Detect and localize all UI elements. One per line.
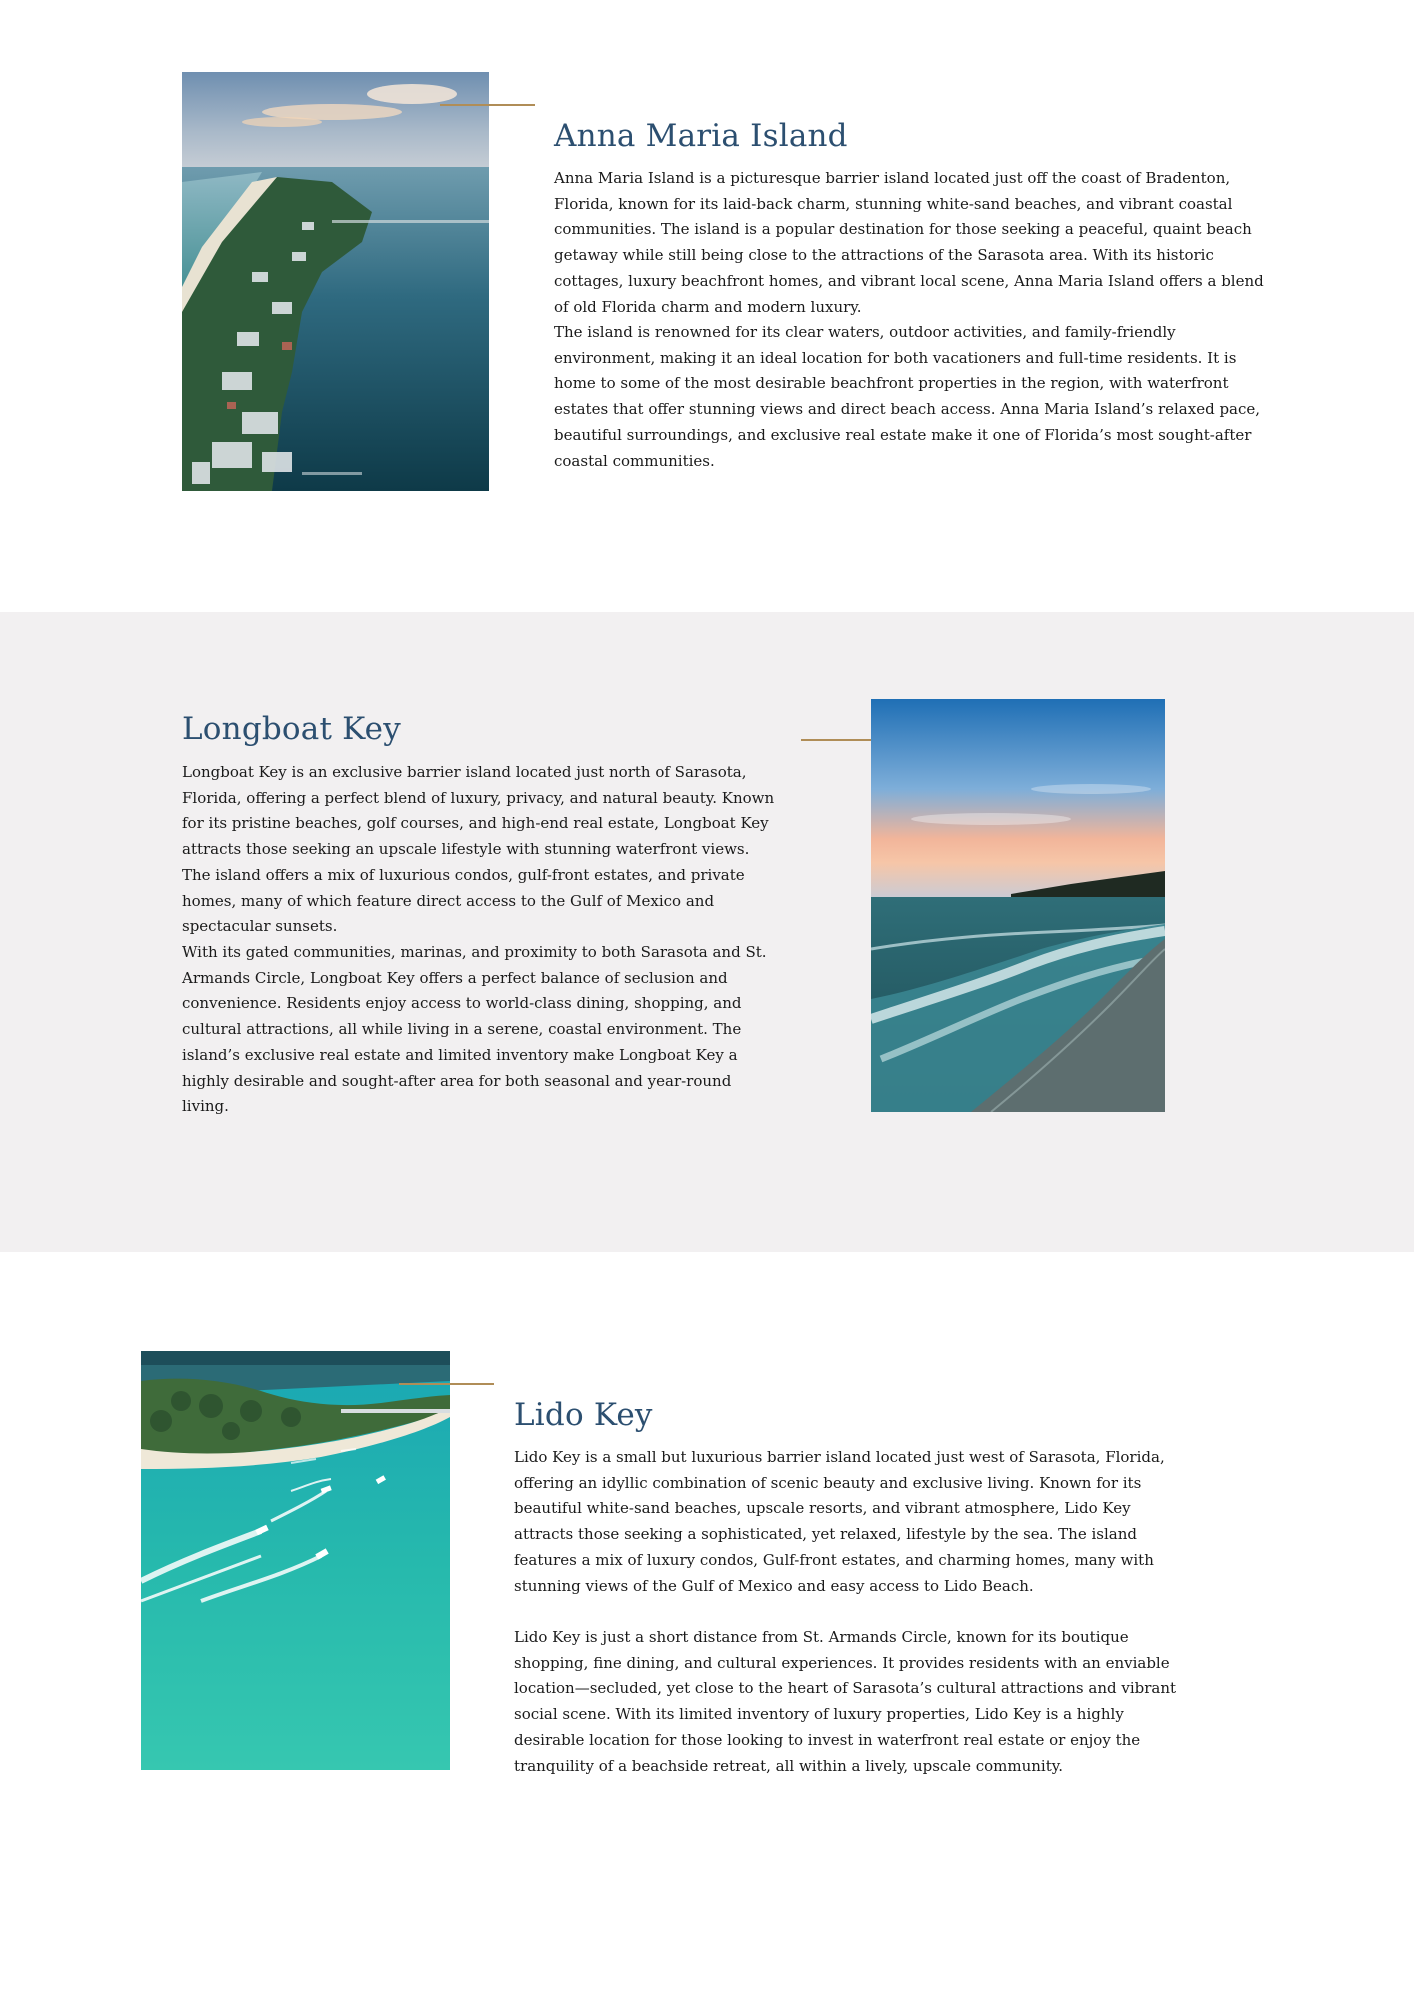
longboat-key-paragraph-1: Longboat Key is an exclusive barrier island located just north of Sarasota, Florida, offering a perfect blend of luxury, privacy, and natural beauty. Known for its pristine beaches, golf courses, and high-end real estate, Longboat Key attracts those seeking an upscale lifestyle with stunning waterfront views. The island offers a mix of luxurious condos, gulf-front estates, and private homes, many of which feature direct access to the Gulf of Mexico and spectacular sunsets. [182,763,775,936]
anna-maria-island-paragraph-2: The island is renowned for its clear waters, outdoor activities, and family-friendly environment, making it an ideal location for both vacationers and full-time residents. It is home to some of the most desirable beachfront properties in the region, with waterfront estates that offer stunning views and direct beach access. Anna Maria Island’s relaxed pace, beautiful surroundings, and exclusive real estate make it one of Florida’s most sought-after coastal communities. [554,323,1261,470]
section-title-anna-maria-island: Anna Maria Island [554,118,848,154]
longboat-key-paragraph-2: With its gated communities, marinas, and proximity to both Sarasota and St. Armands Circle, Longboat Key offers a perfect balance of seclusion and convenience. Residents enjoy access to world-class dining, shopping, and cultural attractions, all while living in a serene, coastal environment. The island’s exclusive real estate and limited inventory make Longboat Key a highly desirable and sought-after area for both seasonal and year-round living. [182,943,767,1116]
longboat-key-sunset-beach-photo [871,699,1165,1112]
lido-key-aerial-photo [141,1351,450,1770]
anna-maria-island-paragraph-1: Anna Maria Island is a picturesque barrier island located just off the coast of Bradenton, Florida, known for its laid-back charm, stunning white-sand beaches, and vibrant coastal communities. The island is a popular destination for those seeking a peaceful, quaint beach getaway while still being close to the attractions of the Sarasota area. With its historic cottages, luxury beachfront homes, and vibrant local scene, Anna Maria Island offers a blend of old Florida charm and modern luxury. [554,169,1264,316]
lido-key-paragraph-2: Lido Key is just a short distance from St. Armands Circle, known for its boutique shopping, fine dining, and cultural experiences. It provides residents with an enviable location—secluded, yet close to the heart of Sarasota’s cultural attractions and vibrant social scene. With its limited inventory of luxury properties, Lido Key is a highly desirable location for those looking to invest in waterfront real estate or enjoy the tranquility of a beachside retreat, all within a lively, upscale community. [514,1628,1177,1775]
section-title-lido-key: Lido Key [514,1397,653,1433]
accent-line [440,104,535,106]
anna-maria-island-aerial-photo [182,72,489,491]
lido-key-paragraph-1: Lido Key is a small but luxurious barrier island located just west of Sarasota, Florida, offering an idyllic combination of scenic beauty and exclusive living. Known for its beautiful white-sand beaches, upscale resorts, and vibrant atmosphere, Lido Key attracts those seeking a sophisticated, yet relaxed, lifestyle by the sea. The island features a mix of luxury condos, Gulf-front estates, and charming homes, many with stunning views of the Gulf of Mexico and easy access to Lido Beach. [514,1448,1165,1595]
section-title-longboat-key: Longboat Key [182,711,401,747]
accent-line [399,1383,494,1385]
